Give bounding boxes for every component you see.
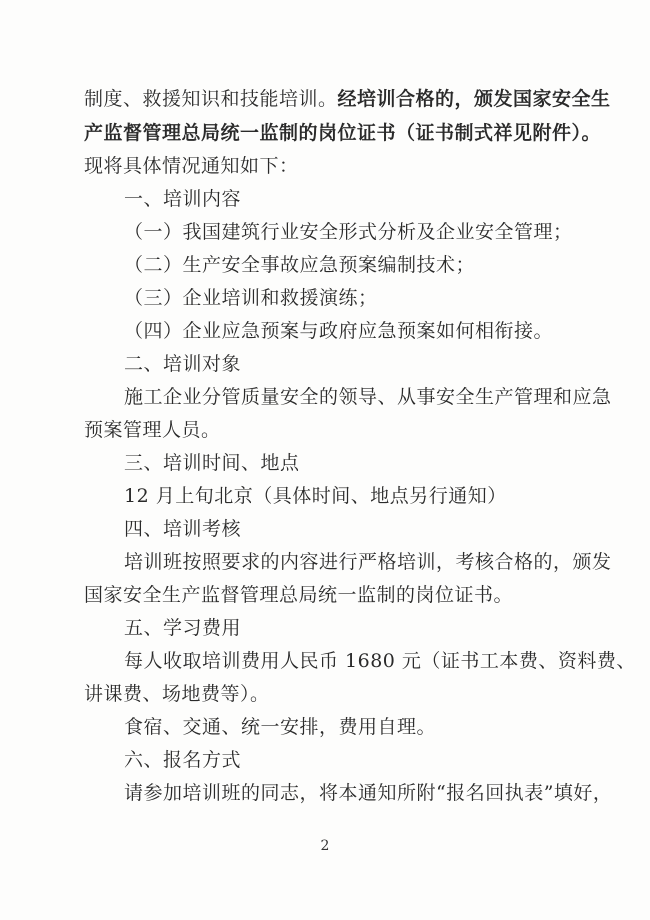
section-heading-4: 四、培训考核 [124, 518, 242, 540]
paragraph-line-1 [84, 84, 611, 114]
list-item-1: （一）我国建筑行业安全形式分析及企业安全管理； [124, 221, 573, 243]
paragraph-line: 请参加培训班的同志，将本通知所附“报名回执表”填好， [124, 782, 613, 804]
paragraph-line-2: 产监督管理总局统一监制的岗位证书（证书制式祥见附件）。 [84, 122, 602, 144]
paragraph-line: 国家安全生产监督管理总局统一监制的岗位证书。 [84, 584, 514, 606]
paragraph-line: 培训班按照要求的内容进行严格培训，考核合格的，颁发 [124, 551, 612, 573]
section-heading-6: 六、报名方式 [124, 749, 242, 771]
paragraph-line: 预案管理人员。 [84, 419, 221, 441]
paragraph-line: 食宿、交通、统一安排，费用自理。 [124, 716, 437, 738]
list-item-2: （二）生产安全事故应急预案编制技术； [124, 254, 476, 276]
section-heading-1: 一、培训内容 [124, 188, 242, 210]
section-heading-2: 二、培训对象 [124, 353, 242, 375]
page-number: 2 [320, 838, 330, 854]
section-heading-5: 五、学习费用 [124, 617, 242, 639]
text-run: 制度、救援知识和技能培训。 [84, 88, 338, 110]
paragraph-line: 每人收取培训费用人民币 1680 元（证书工本费、资料费、 [124, 650, 636, 672]
paragraph-line: 12 月上旬北京（具体时间、地点另行通知） [124, 485, 507, 507]
list-item-3: （三）企业培训和救援演练； [124, 287, 378, 309]
list-item-4: （四）企业应急预案与政府应急预案如何相衔接。 [124, 320, 554, 342]
bold-text-run: 经培训合格的，颁发国家安全生 [337, 88, 611, 110]
paragraph-line: 施工企业分管质量安全的领导、从事安全生产管理和应急 [124, 386, 612, 408]
paragraph-line-3: 现将具体情况通知如下： [84, 155, 299, 177]
section-heading-3: 三、培训时间、地点 [124, 452, 300, 474]
paragraph-line: 讲课费、场地费等）。 [84, 683, 270, 705]
